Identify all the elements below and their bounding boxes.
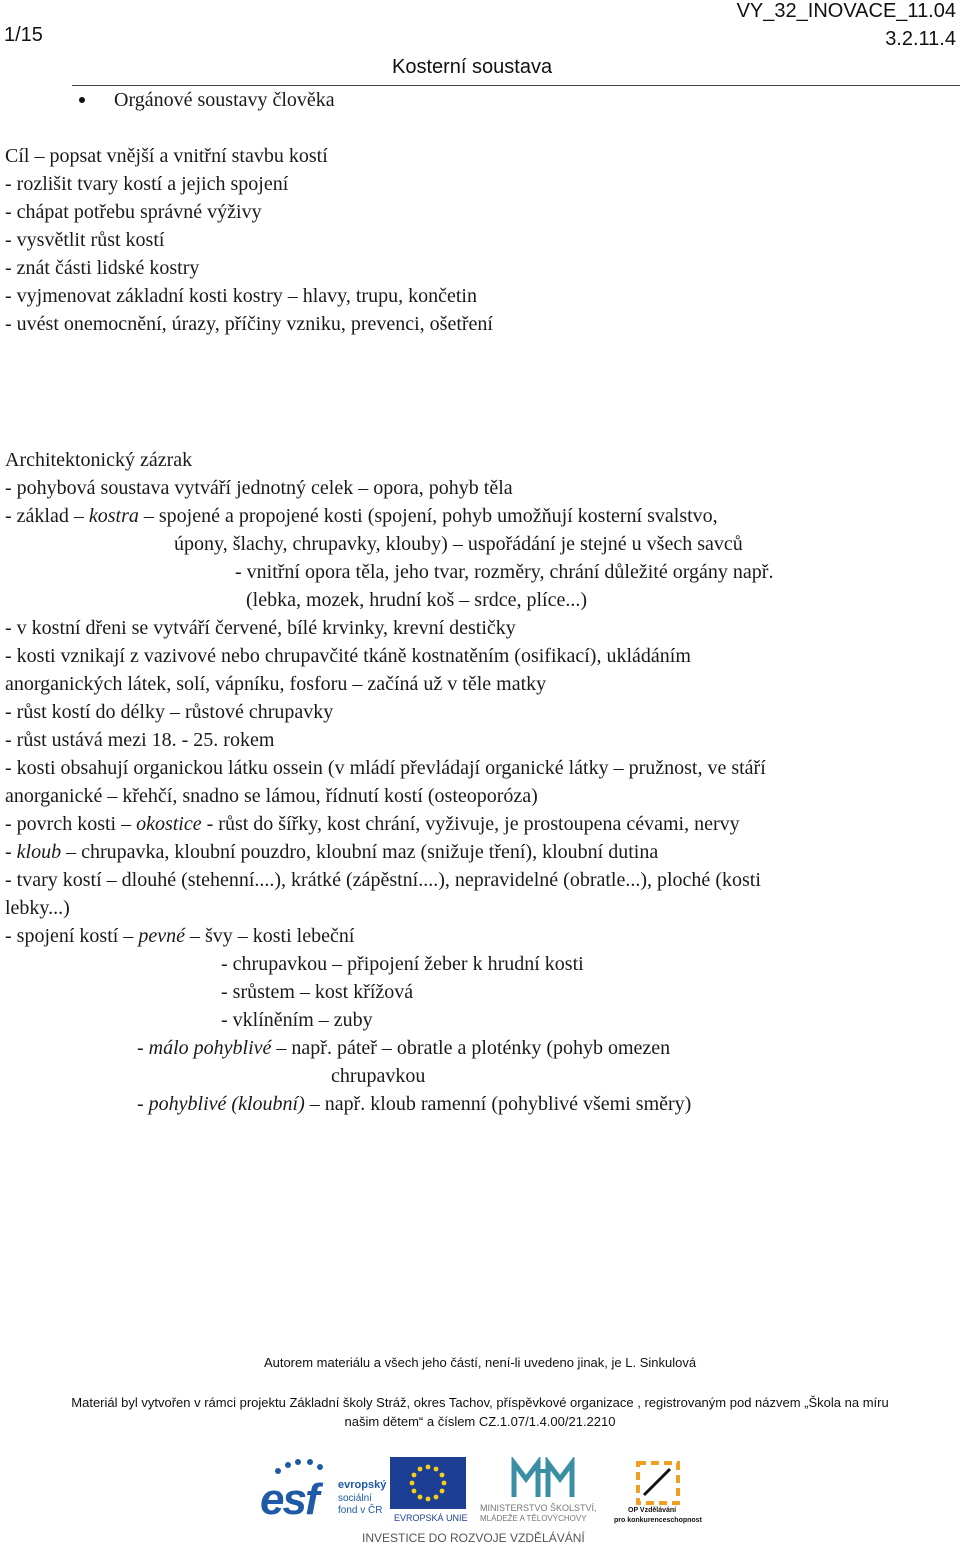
topic: Orgánové soustavy člověka <box>114 89 335 111</box>
text-line: - v kostní dřeni se vytváří červené, bílé krvinky, krevní destičky <box>5 617 516 639</box>
document-code: VY_32_INOVACE_11.04 <box>736 0 956 22</box>
eu-logo <box>384 1457 472 1527</box>
text-line: úpony, šlachy, chrupavky, klouby) – uspořádání je stejné u všech savců <box>174 533 743 555</box>
text-line: - srůstem – kost křížová <box>221 981 414 1003</box>
msmt-icon <box>476 1457 610 1501</box>
text-line: - kosti obsahují organickou látku ossein (v mládí převládají organické látky – pružnost, ve stáří <box>5 757 766 779</box>
op-label: OP Vzdělávání <box>628 1507 677 1514</box>
text-line: anorganických látek, solí, vápníku, fosforu – začíná už v těle matky <box>5 673 547 695</box>
esf-text: fond v ČR <box>338 1505 383 1516</box>
goal-line: - znát části lidské kostry <box>5 257 200 279</box>
eu-flag-icon <box>384 1457 472 1511</box>
bullet-icon <box>79 97 85 103</box>
goal-line: - vyjmenovat základní kosti kostry – hlavy, trupu, končetin <box>5 285 477 307</box>
goal-line: - chápat potřebu správné výživy <box>5 201 262 223</box>
msmt-label: MLÁDEŽE A TĚLOVÝCHOVY <box>480 1514 587 1523</box>
investice-slogan: INVESTICE DO ROZVOJE VZDĚLÁVÁNÍ <box>362 1531 585 1545</box>
funding-logos <box>258 1457 708 1547</box>
esf-wordmark: esf <box>260 1475 318 1524</box>
text-line: - málo pohyblivé – např. páteř – obratle a ploténky (pohyb omezen <box>137 1037 671 1059</box>
goal-line: - rozlišit tvary kostí a jejich spojení <box>5 173 289 195</box>
op-label: pro konkurenceschopnost <box>614 1517 702 1524</box>
text-line: - vklíněním – zuby <box>221 1009 373 1031</box>
op-icon <box>614 1457 708 1507</box>
goal-line: - uvést onemocnění, úrazy, příčiny vzniku, prevenci, ošetření <box>5 313 493 335</box>
goal-line: Cíl – popsat vnější a vnitřní stavbu kostí <box>5 145 328 167</box>
eu-label: EVROPSKÁ UNIE <box>394 1513 468 1523</box>
text-line: chrupavkou <box>331 1065 426 1087</box>
esf-logo <box>258 1457 387 1527</box>
msmt-logo <box>476 1457 610 1527</box>
page-title: Kosterní soustava <box>392 56 553 78</box>
esf-text: evropský <box>338 1479 387 1491</box>
text-line: - základ – kostra – spojené a propojené kosti (spojení, pohyb umožňují kosterní svalstvo, <box>5 505 718 527</box>
project-note: Materiál byl vytvořen v rámci projektu Základní školy Stráž, okres Tachov, příspěvkové organizace , registrovaným pod názvem „Škola na míru <box>71 1395 889 1410</box>
document-code-sub: 3.2.11.4 <box>885 28 956 50</box>
page-number: 1/15 <box>4 24 43 46</box>
text-line: lebky...) <box>5 897 70 919</box>
text-line: - vnitřní opora těla, jeho tvar, rozměry, chrání důležité orgány např. <box>235 561 774 583</box>
section-heading: Architektonický zázrak <box>5 449 193 471</box>
text-line: - kosti vznikají z vazivové nebo chrupavčité tkáně kostnatěním (osifikací), ukládáním <box>5 645 691 667</box>
text-line: - pohyblivé (kloubní) – např. kloub ramenní (pohyblivé všemi směry) <box>137 1093 692 1115</box>
text-line: (lebka, mozek, hrudní koš – srdce, plíce...) <box>246 589 588 611</box>
project-note-cont: našim dětem“ a číslem CZ.1.07/1.4.00/21.2210 <box>344 1414 616 1429</box>
text-line: anorganické – křehčí, snadno se lámou, řídnutí kostí (osteoporóza) <box>5 785 538 807</box>
text-line: - růst kostí do délky – růstové chrupavky <box>5 701 334 723</box>
text-line: - povrch kosti – okostice - růst do šířky, kost chrání, vyživuje, je prostoupena cévami, nervy <box>5 813 740 835</box>
text-line: - růst ustává mezi 18. - 25. rokem <box>5 729 275 751</box>
text-line: - spojení kostí – pevné – švy – kosti lebeční <box>5 925 355 947</box>
text-line: - chrupavkou – připojení žeber k hrudní kosti <box>221 953 584 975</box>
text-line: - pohybová soustava vytváří jednotný celek – opora, pohyb těla <box>5 477 513 499</box>
text-line: - tvary kostí – dlouhé (stehenní....), krátké (zápěstní....), nepravidelné (obratle...), ploché (kosti <box>5 869 761 891</box>
esf-text: sociální <box>338 1493 372 1504</box>
op-logo <box>614 1457 708 1527</box>
text-line: - kloub – chrupavka, kloubní pouzdro, kloubní maz (snižuje tření), kloubní dutina <box>5 841 659 863</box>
author-note: Autorem materiálu a všech jeho částí, není-li uvedeno jinak, je L. Sinkulová <box>263 1355 697 1370</box>
msmt-label: MINISTERSTVO ŠKOLSTVÍ, <box>480 1503 597 1513</box>
goal-line: - vysvětlit růst kostí <box>5 229 165 251</box>
